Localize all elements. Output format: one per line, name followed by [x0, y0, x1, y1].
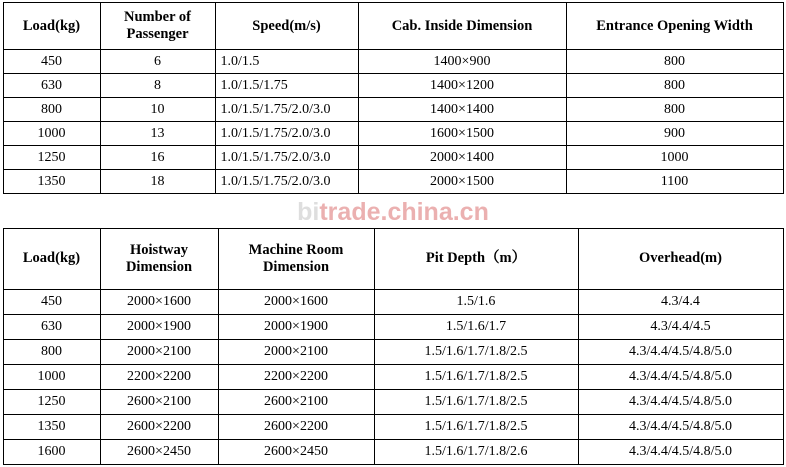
table-row: [3, 365, 783, 390]
table-separator: [0, 194, 786, 228]
column-header-pit-depth: Pit Depth（m）: [374, 229, 578, 290]
cell-speed: 1.0/1.5/1.75/2.0/3.0: [215, 146, 358, 170]
cell-speed: 1.0/1.5/1.75/2.0/3.0: [215, 98, 358, 122]
cell-passengers: 16: [100, 146, 215, 170]
cell-machine-room-dimension: 2000×1900: [218, 315, 374, 340]
cell-load: 630: [3, 315, 100, 340]
cell-load: 800: [3, 98, 100, 122]
cell-entrance-opening-width: 1100: [566, 170, 783, 194]
cell-load: 1000: [3, 365, 100, 390]
cell-load: 1600: [3, 440, 100, 465]
cell-pit-depth: 1.5/1.6/1.7/1.8/2.5: [374, 390, 578, 415]
cell-load: 1350: [3, 170, 100, 194]
watermark-prefix: bi: [297, 198, 320, 226]
table-row: [3, 440, 783, 465]
cell-load: 450: [3, 290, 100, 315]
table-row: [3, 340, 783, 365]
cell-entrance-opening-width: 1000: [566, 146, 783, 170]
table-header-row: [3, 229, 783, 290]
column-header-speed: Speed(m/s): [215, 3, 358, 50]
watermark-text: trade.china.cn: [319, 198, 489, 226]
column-header-machine-room-dimension: Machine Room Dimension: [218, 229, 374, 290]
column-header-entrance-opening-width: Entrance Opening Width: [566, 3, 783, 50]
table-row: [3, 122, 783, 146]
cell-entrance-opening-width: 900: [566, 122, 783, 146]
cell-load: 1350: [3, 415, 100, 440]
table-row: [3, 170, 783, 194]
table-row: [3, 415, 783, 440]
cell-entrance-opening-width: 800: [566, 98, 783, 122]
cell-pit-depth: 1.5/1.6/1.7: [374, 315, 578, 340]
shaft-specification-table: [3, 228, 784, 465]
cell-speed: 1.0/1.5: [215, 50, 358, 74]
cell-cab-inside-dimension: 2000×1400: [358, 146, 566, 170]
cell-speed: 1.0/1.5/1.75/2.0/3.0: [215, 170, 358, 194]
cell-overhead: 4.3/4.4/4.5: [578, 315, 783, 340]
cell-pit-depth: 1.5/1.6: [374, 290, 578, 315]
cell-machine-room-dimension: 2600×2200: [218, 415, 374, 440]
table-row: [3, 315, 783, 340]
cell-hoistway-dimension: 2000×1900: [100, 315, 218, 340]
table-row: [3, 74, 783, 98]
passenger-specification-table: [3, 2, 784, 194]
cell-load: 1250: [3, 146, 100, 170]
cell-entrance-opening-width: 800: [566, 74, 783, 98]
cell-overhead: 4.3/4.4/4.5/4.8/5.0: [578, 440, 783, 465]
cell-hoistway-dimension: 2600×2200: [100, 415, 218, 440]
cell-overhead: 4.3/4.4/4.5/4.8/5.0: [578, 365, 783, 390]
cell-hoistway-dimension: 2000×2100: [100, 340, 218, 365]
cell-pit-depth: 1.5/1.6/1.7/1.8/2.5: [374, 415, 578, 440]
cell-passengers: 10: [100, 98, 215, 122]
column-header-overhead: Overhead(m): [578, 229, 783, 290]
cell-hoistway-dimension: 2200×2200: [100, 365, 218, 390]
cell-machine-room-dimension: 2000×2100: [218, 340, 374, 365]
cell-pit-depth: 1.5/1.6/1.7/1.8/2.6: [374, 440, 578, 465]
cell-passengers: 8: [100, 74, 215, 98]
cell-entrance-opening-width: 800: [566, 50, 783, 74]
column-header-load: Load(kg): [3, 3, 100, 50]
table-row: [3, 98, 783, 122]
cell-hoistway-dimension: 2600×2100: [100, 390, 218, 415]
cell-passengers: 13: [100, 122, 215, 146]
cell-pit-depth: 1.5/1.6/1.7/1.8/2.5: [374, 365, 578, 390]
cell-hoistway-dimension: 2000×1600: [100, 290, 218, 315]
table-row: [3, 390, 783, 415]
column-header-cab-inside-dimension: Cab. Inside Dimension: [358, 3, 566, 50]
cell-load: 1250: [3, 390, 100, 415]
cell-overhead: 4.3/4.4/4.5/4.8/5.0: [578, 340, 783, 365]
table-header-row: [3, 3, 783, 50]
cell-speed: 1.0/1.5/1.75: [215, 74, 358, 98]
cell-pit-depth: 1.5/1.6/1.7/1.8/2.5: [374, 340, 578, 365]
cell-overhead: 4.3/4.4/4.5/4.8/5.0: [578, 415, 783, 440]
column-header-load: Load(kg): [3, 229, 100, 290]
cell-speed: 1.0/1.5/1.75/2.0/3.0: [215, 122, 358, 146]
cell-machine-room-dimension: 2600×2450: [218, 440, 374, 465]
column-header-hoistway-dimension: Hoistway Dimension: [100, 229, 218, 290]
cell-cab-inside-dimension: 2000×1500: [358, 170, 566, 194]
cell-hoistway-dimension: 2600×2450: [100, 440, 218, 465]
cell-overhead: 4.3/4.4: [578, 290, 783, 315]
cell-load: 800: [3, 340, 100, 365]
cell-cab-inside-dimension: 1400×900: [358, 50, 566, 74]
cell-load: 630: [3, 74, 100, 98]
table-row: [3, 290, 783, 315]
cell-machine-room-dimension: 2200×2200: [218, 365, 374, 390]
cell-passengers: 18: [100, 170, 215, 194]
cell-machine-room-dimension: 2600×2100: [218, 390, 374, 415]
cell-overhead: 4.3/4.4/4.5/4.8/5.0: [578, 390, 783, 415]
cell-cab-inside-dimension: 1600×1500: [358, 122, 566, 146]
table-row: [3, 146, 783, 170]
cell-cab-inside-dimension: 1400×1200: [358, 74, 566, 98]
column-header-passengers: Number of Passenger: [100, 3, 215, 50]
cell-load: 1000: [3, 122, 100, 146]
table-row: [3, 50, 783, 74]
cell-cab-inside-dimension: 1400×1400: [358, 98, 566, 122]
cell-load: 450: [3, 50, 100, 74]
cell-machine-room-dimension: 2000×1600: [218, 290, 374, 315]
cell-passengers: 6: [100, 50, 215, 74]
specification-sheet: [0, 2, 786, 467]
